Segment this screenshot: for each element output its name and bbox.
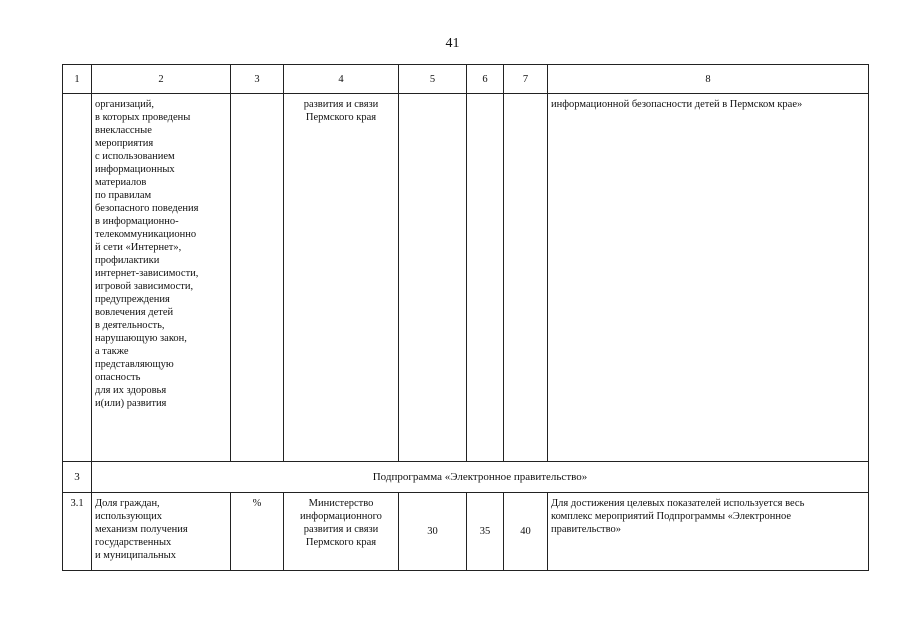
text-line: развития и связи [303, 99, 379, 110]
text-line: в которых проведены [95, 112, 191, 123]
cont-indicator-description [92, 94, 231, 462]
value-col-6: 35 [467, 493, 504, 571]
cont-note [548, 94, 869, 462]
text-line: профилактики [95, 255, 160, 266]
text-line: информационной безопасности детей в Пермском крае» [551, 99, 803, 110]
text-line: и муниципальных [95, 550, 176, 561]
text-line: развития и связи [303, 524, 379, 535]
text-line: по правилам [95, 190, 152, 201]
text-line: для их здоровья [95, 385, 167, 396]
header-col-5: 5 [399, 65, 467, 94]
text-line: государственных [95, 537, 172, 548]
text-line: с использованием [95, 151, 175, 162]
text-line: й сети «Интернет», [95, 242, 182, 253]
text-line: представляющую [95, 359, 174, 370]
cont-col-1 [63, 94, 92, 462]
header-col-4: 4 [284, 65, 399, 94]
cont-col-6 [467, 94, 504, 462]
text-line: информационных [95, 164, 175, 175]
text-line: материалов [95, 177, 147, 188]
value-col-7: 40 [504, 493, 548, 571]
header-col-6: 6 [467, 65, 504, 94]
cont-col-3 [231, 94, 284, 462]
cont-responsible [284, 94, 399, 462]
text-line: а также [95, 346, 129, 357]
continuation-row [63, 94, 869, 462]
text-line: Для достижения целевых показателей используется весь [551, 498, 805, 509]
text-line: нарушающую закон, [95, 333, 187, 344]
page-number: 41 [445, 36, 460, 51]
text-line: использующих [95, 511, 163, 522]
text-line: мероприятия [95, 138, 154, 149]
text-line: Пермского края [305, 537, 377, 548]
text-line: и(или) развития [95, 398, 167, 409]
text-line: вовлечения детей [95, 307, 174, 318]
text-line: предупреждения [95, 294, 170, 305]
value-col-5: 30 [399, 493, 467, 571]
text-line: в информационно- [95, 216, 179, 227]
text-line: Пермского края [305, 112, 377, 123]
table-row [63, 493, 869, 571]
text-line: организаций, [95, 99, 154, 110]
indicator-table [62, 64, 869, 571]
text-line: игровой зависимости, [95, 281, 194, 292]
text-line: интернет-зависимости, [95, 268, 199, 279]
header-col-8: 8 [548, 65, 869, 94]
header-col-2: 2 [92, 65, 231, 94]
text-line: комплекс мероприятий Подпрограммы «Электронное [551, 511, 792, 522]
unit: % [231, 493, 284, 571]
text-line: механизм получения [95, 524, 188, 535]
header-col-1: 1 [63, 65, 92, 94]
section-row [63, 462, 869, 493]
text-line: телекоммуникационно [95, 229, 197, 240]
responsible [284, 493, 399, 571]
text-line: правительство» [551, 524, 622, 535]
text-line: в деятельность, [95, 320, 165, 331]
header-col-3: 3 [231, 65, 284, 94]
text-line: внеклассные [95, 125, 152, 136]
cont-col-7 [504, 94, 548, 462]
text-line: опасность [95, 372, 141, 383]
indicator-description [92, 493, 231, 571]
note [548, 493, 869, 571]
cont-col-5 [399, 94, 467, 462]
text-line: информационного [300, 511, 382, 522]
section-title: Подпрограмма «Электронное правительство» [92, 462, 869, 493]
header-col-7: 7 [504, 65, 548, 94]
row-number: 3.1 [63, 493, 92, 571]
section-number: 3 [63, 462, 92, 493]
text-line: безопасного поведения [95, 203, 199, 214]
header-row [63, 65, 869, 94]
text-line: Министерство [308, 498, 374, 509]
text-line: Доля граждан, [95, 498, 160, 509]
